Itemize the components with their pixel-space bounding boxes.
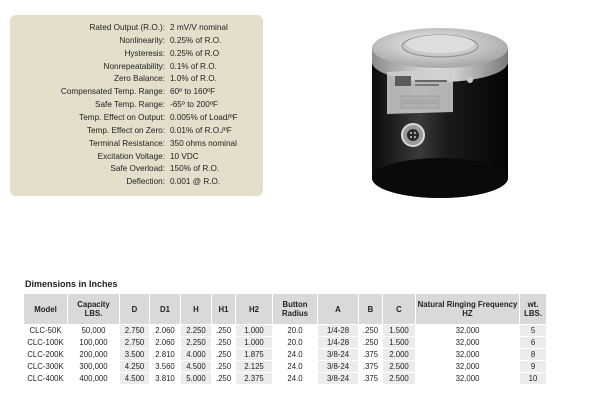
- table-cell: 3.500: [120, 349, 150, 361]
- spec-row: [10, 163, 263, 175]
- spec-row: [10, 61, 263, 73]
- table-cell: 2.500: [383, 373, 416, 385]
- table-cell: 2.750: [120, 337, 150, 349]
- spec-row: [10, 48, 263, 60]
- spec-row: [10, 176, 263, 188]
- spec-label: Zero Balance:: [114, 74, 165, 84]
- table-cell: 2.250: [181, 325, 212, 337]
- spec-value: 2 mV/V nominal: [170, 23, 228, 32]
- table-cell: 1.000: [236, 337, 273, 349]
- table-cell: .250: [212, 337, 236, 349]
- column-header: Button Radius: [273, 294, 318, 325]
- dimensions-table: [23, 293, 547, 385]
- spec-row: [10, 35, 263, 47]
- table-cell: 6: [520, 337, 547, 349]
- column-header: Model: [24, 294, 68, 325]
- spec-row: [10, 86, 263, 98]
- table-row: [24, 349, 547, 361]
- spec-label: Safe Overload:: [110, 164, 165, 174]
- table-cell: 2.250: [181, 337, 212, 349]
- table-row: [24, 361, 547, 373]
- spec-label: Hysteresis:: [124, 48, 165, 58]
- spec-row: [10, 138, 263, 150]
- spec-value: 350 ohms nominal: [170, 138, 237, 148]
- spec-value: 0.001 @ R.O.: [170, 177, 221, 187]
- spec-label: Rated Output (R.O.):: [89, 23, 165, 32]
- table-cell: 100,000: [68, 337, 120, 349]
- table-cell: 32,000: [416, 325, 520, 337]
- table-cell: .375: [359, 373, 383, 385]
- table-cell: 20.0: [273, 337, 318, 349]
- spec-value: -65º to 200ºF: [170, 100, 218, 110]
- specifications-panel: [10, 15, 263, 196]
- spec-value: 0.25% of R.O: [170, 48, 220, 58]
- table-cell: 10: [520, 373, 547, 385]
- table-cell: 5.000: [181, 373, 212, 385]
- table-cell: CLC-50K: [24, 325, 68, 337]
- column-header: D: [120, 294, 150, 325]
- spec-value: 0.01% of R.O./ºF: [170, 125, 232, 135]
- table-cell: 8: [520, 349, 547, 361]
- table-cell: 2.125: [236, 361, 273, 373]
- spec-label: Temp. Effect on Zero:: [86, 125, 165, 135]
- table-row: [24, 325, 547, 337]
- column-header: wt. LBS.: [520, 294, 547, 325]
- column-header: Capacity LBS.: [68, 294, 120, 325]
- table-cell: .250: [212, 325, 236, 337]
- table-cell: 3/8-24: [318, 373, 359, 385]
- dimensions-body: [24, 325, 547, 385]
- spec-label: Compensated Temp. Range:: [60, 87, 165, 97]
- table-cell: .250: [212, 349, 236, 361]
- table-cell: 32,000: [416, 361, 520, 373]
- table-cell: 2.750: [120, 325, 150, 337]
- spec-row: [10, 151, 263, 163]
- spec-label: Nonrepeatability:: [103, 61, 165, 71]
- table-cell: 5: [520, 325, 547, 337]
- table-cell: 32,000: [416, 373, 520, 385]
- spec-row: [10, 99, 263, 111]
- spec-value: 60º to 160ºF: [170, 87, 216, 97]
- table-cell: 1.500: [383, 337, 416, 349]
- spec-value: 0.25% of R.O.: [170, 35, 222, 45]
- table-cell: 9: [520, 361, 547, 373]
- table-cell: 1/4-28: [318, 337, 359, 349]
- table-cell: 2.810: [150, 349, 181, 361]
- table-cell: 20.0: [273, 325, 318, 337]
- spec-value: 0.1% of R.O.: [170, 61, 217, 71]
- column-header: A: [318, 294, 359, 325]
- column-header: H1: [212, 294, 236, 325]
- table-cell: 2.000: [383, 349, 416, 361]
- table-cell: 2.375: [236, 373, 273, 385]
- table-cell: .250: [359, 325, 383, 337]
- dimensions-title: Dimensions in Inches: [25, 279, 118, 289]
- table-cell: 24.0: [273, 349, 318, 361]
- table-cell: 2.060: [150, 325, 181, 337]
- table-cell: 1/4-28: [318, 325, 359, 337]
- spec-label: Deflection:: [126, 177, 165, 187]
- table-cell: 24.0: [273, 361, 318, 373]
- table-cell: CLC-200K: [24, 349, 68, 361]
- table-cell: 200,000: [68, 349, 120, 361]
- table-cell: .375: [359, 361, 383, 373]
- table-cell: 2.500: [383, 361, 416, 373]
- table-cell: 1.875: [236, 349, 273, 361]
- table-cell: .250: [212, 361, 236, 373]
- table-cell: CLC-400K: [24, 373, 68, 385]
- table-cell: CLC-100K: [24, 337, 68, 349]
- table-cell: 4.500: [120, 373, 150, 385]
- spec-label: Safe Temp. Range:: [95, 100, 165, 110]
- spec-row: [10, 125, 263, 137]
- spec-value: 150% of R.O.: [170, 164, 220, 174]
- table-cell: .375: [359, 349, 383, 361]
- table-cell: 3.560: [150, 361, 181, 373]
- spec-label: Nonlinearity:: [119, 35, 165, 45]
- column-header: H2: [236, 294, 273, 325]
- dimensions-header-row: [24, 294, 547, 325]
- spec-row: [10, 22, 263, 34]
- spec-row: [10, 73, 263, 85]
- table-cell: .250: [212, 373, 236, 385]
- column-header: B: [359, 294, 383, 325]
- spec-value: 1.0% of R.O.: [170, 74, 217, 84]
- spec-label: Excitation Voltage:: [97, 151, 165, 161]
- table-cell: 1.000: [236, 325, 273, 337]
- table-cell: 4.000: [181, 349, 212, 361]
- table-cell: 3/8-24: [318, 349, 359, 361]
- column-header: Natural Ringing Frequency HZ: [416, 294, 520, 325]
- table-cell: 32,000: [416, 337, 520, 349]
- table-cell: 32,000: [416, 349, 520, 361]
- table-cell: 3.810: [150, 373, 181, 385]
- table-row: [24, 337, 547, 349]
- column-header: H: [181, 294, 212, 325]
- table-cell: 24.0: [273, 373, 318, 385]
- table-cell: 1.500: [383, 325, 416, 337]
- table-cell: 50,000: [68, 325, 120, 337]
- table-cell: 4.500: [181, 361, 212, 373]
- table-cell: .250: [359, 337, 383, 349]
- load-cell-image: [355, 10, 525, 205]
- table-cell: CLC-300K: [24, 361, 68, 373]
- table-cell: 400,000: [68, 373, 120, 385]
- spec-label: Temp. Effect on Output:: [79, 112, 165, 122]
- column-header: C: [383, 294, 416, 325]
- spec-value: 10 VDC: [170, 151, 199, 161]
- column-header: D1: [150, 294, 181, 325]
- table-row: [24, 373, 547, 385]
- table-cell: 2.060: [150, 337, 181, 349]
- table-cell: 3/8-24: [318, 361, 359, 373]
- spec-row: [10, 112, 263, 124]
- spec-label: Terminal Resistance:: [89, 138, 165, 148]
- spec-value: 0.005% of Load/ºF: [170, 112, 238, 122]
- table-cell: 4.250: [120, 361, 150, 373]
- table-cell: 300,000: [68, 361, 120, 373]
